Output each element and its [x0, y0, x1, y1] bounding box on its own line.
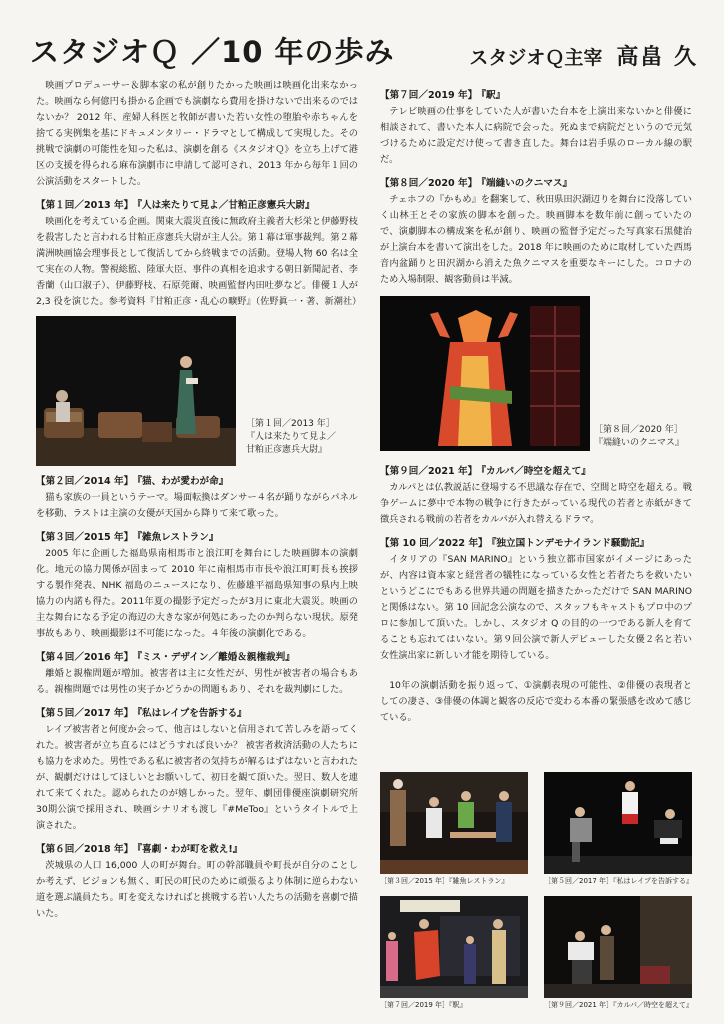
entry-meta: 【第８回／2020 年】	[380, 178, 478, 189]
entry-7	[380, 88, 692, 168]
entry-title: 『カルパ／時空を超えて』	[481, 466, 591, 477]
entry-title: 『ミス・デザイン／離婚＆親権裁判』	[137, 652, 295, 663]
photo-gallery	[380, 772, 692, 1016]
gallery-item-2019	[380, 896, 528, 1010]
entry-title: 『人は来たりて見よ／甘粕正彦憲兵大尉』	[137, 200, 315, 211]
entry-2	[36, 474, 358, 522]
entry-meta: 【第 10 回／2022 年】	[380, 538, 488, 549]
gallery-caption: ［第９回／2021 年］『カルパ／時空を超えて』	[544, 1001, 694, 1009]
entry-heading	[380, 176, 692, 192]
entry-meta: 【第３回／2015 年】	[36, 532, 134, 543]
intro-paragraph: 映画プロデューサー＆脚本家の私が創りたかった映画は映画化出来なかった。映画なら何億円も掛かる企画でも演劇なら費用を掛けないで出来るのではないか？ 2012 年、産婦人科医と牧師が書いた若い女性の堕胎や赤ちゃんを捨てる実例集を基にドキュメンタリー・ドラマとして構成して実現した。その挑戦で演劇の可能性を知った私は、演劇を創る《スタジオＱ》を立ち上げて港区の支援を得られる麻布演劇市に申請して認可され、2013 年から毎年１回の公演活動をスタートした。	[36, 80, 358, 187]
entry-10	[380, 536, 692, 664]
photo-block-1	[36, 316, 358, 466]
gallery-item-2015	[380, 772, 528, 886]
entry-title: 『雑魚レストラン』	[137, 532, 219, 543]
entry-heading	[36, 842, 358, 858]
entry-body: 2005 年に企画した福島県南相馬市と浪江町を舞台にした映画脚本の演劇化。地元の協力関係が固まって 2010 年に南相馬市市長や浪江町町長も挨拶する製作発表、NHK 福島のニュースになり、佐藤雄平福島県知事の県内上映協力の内諾も得た。2011年夏の撮影予定だったが3月に東北大震災。映画の主な舞台になる予定の海辺の大きな家が何処にあったのか判らない現状。原発事故もあり、映画撮影は不可能になった。４年後の演劇化である。	[36, 548, 358, 639]
gallery-item-2017	[544, 772, 692, 886]
entry-4	[36, 650, 358, 698]
entry-meta: 【第２回／2014 年】	[36, 476, 134, 487]
gallery-caption: ［第５回／2017 年］『私はレイプを告訴する』	[544, 877, 693, 885]
stage-photo-2013	[36, 316, 236, 466]
entry-meta: 【第５回／2017 年】	[36, 708, 134, 719]
entry-title: 『端縫いのクニマス』	[481, 178, 573, 189]
entry-8	[380, 176, 692, 288]
entry-meta: 【第７回／2019 年】	[380, 90, 478, 101]
gallery-caption: ［第３回／2015 年］『雑魚レストラン』	[380, 877, 509, 885]
entry-meta: 【第９回／2021 年】	[380, 466, 478, 477]
entry-body: 離婚と親権問題が増加。被害者は主に女性だが、男性が被害者の場合もある。親権問題では男性の実子かどうかの問題もあり、それを裁判劇にした。	[36, 668, 358, 695]
caption-line: 甘粕正彦憲兵大尉』	[246, 445, 328, 455]
entry-body: テレビ映画の仕事をしていた人が書いた台本を上演出来ないかと俳優に相談されて、書いた本人に病院で会った。死ぬまで病院だというので元気づけるために設定だけ使って書き直した。舞台は岩手県のローカル線の駅だ。	[380, 106, 692, 165]
entry-title: 『私はレイプを告訴する』	[137, 708, 247, 719]
entry-heading	[380, 464, 692, 480]
entry-meta: 【第６回／2018 年】	[36, 844, 134, 855]
entry-3	[36, 530, 358, 642]
closing-paragraph: 10年の演劇活動を振り返って、①演劇表現の可能性、②俳優の表現者としての凄さ、③俳優の体調と観客の反応で変わる本番の緊張感を改めて感じている。	[380, 680, 692, 723]
page-title: スタジオＱ ／10 年の歩み	[30, 35, 395, 69]
left-column	[36, 78, 362, 922]
stage-photo-2017	[544, 772, 692, 874]
stage-photo-2015	[380, 772, 528, 874]
entry-heading	[36, 530, 358, 546]
photo-caption-2020	[594, 424, 694, 450]
entry-5	[36, 706, 358, 834]
entry-title: 『喜劇・わが町を救え!』	[137, 844, 243, 855]
photo-block-8	[380, 296, 692, 456]
stage-photo-2021	[544, 896, 692, 998]
entry-heading	[36, 198, 358, 214]
entry-heading	[380, 88, 692, 104]
entry-body: チェホフの『かもめ』を翻案して、秋田県田沢湖辺りを舞台に没落していく山林王とその家族の脚本を創った。映画脚本を数年前に創っていたので、演劇脚本の構成案を私が創り、映画の監督予定だった写真家石黒健治が上演台本を書いて演出をした。2018 年に映画のために取材していた西馬音内盆踊りと田沢湖から消えた魚クニマスを重要なキーにした。コロナのため入場制限、観客動員は半減。	[380, 194, 692, 285]
entry-heading	[36, 650, 358, 666]
entry-1	[36, 198, 362, 310]
entry-title: 『猫、わが愛わが命』	[137, 476, 229, 487]
entry-body: 猫も家族の一員というテーマ。場面転換はダンサー４名が踊りながらパネルを移動、ラストは主演の女優が天国から降りて来て歌った。	[36, 492, 358, 519]
entry-body: 茨城県の人口 16,000 人の町が舞台。町の幹部職員や町長が自分のことしか考えず、ビジョンも無く、町民の町民のために頑張るより体制に逆らわない道を選ぶ議員たち。町を変えなければと挑戦する若い人たちの活動を喜劇で描いた。	[36, 860, 358, 919]
entry-9	[380, 464, 692, 528]
stage-photo-2020	[380, 296, 590, 451]
header	[30, 30, 698, 74]
entry-6	[36, 842, 358, 922]
author-role: スタジオＱ主宰	[469, 47, 603, 69]
entry-heading	[380, 536, 692, 552]
caption-line: ［第１回／2013 年］	[246, 419, 335, 429]
photo-caption-2013	[246, 418, 358, 457]
author-line	[469, 40, 698, 71]
gallery-caption: ［第７回／2019 年］『駅』	[380, 1001, 467, 1009]
caption-line: ［第８回／2020 年］	[594, 425, 683, 435]
caption-line: 『人は来たりて見よ／	[246, 432, 337, 442]
entry-body: イタリアの『SAN MARINO』という独立都市国家がイメージにあったが、内容は資本家と経営者の犠牲になっている女性と若者たちを救いたいというどこにでもある世界共通の問題を描きたかっただけで SAN MARINO と関係はない。第 10 回記念公演なので、スタッフもキャストもプロ中のプロに参加して頂いた。しかし、スタジオ Q の目的の一つである新人を育てることも忘れてはいない。第９回公演で新人デビューした女優２名と若い女性演出家に新しい才能を期待している。	[380, 554, 692, 661]
entry-body: カルパとは仏教説話に登場する不思議な存在で、空間と時空を超える。戦争ゲームに夢中で本物の戦争に行きたがっている現代の若者と赤紙がきて徴兵される戦前の若者をカルパが入れ替えるドラマ。	[380, 482, 692, 525]
entry-heading	[36, 474, 358, 490]
author-name: 高畠 久	[616, 45, 698, 70]
closing-block	[380, 678, 692, 726]
entry-body: 映画化を考えている企画。関東大震災直後に無政府主義者大杉栄と伊藤野枝を殺害したと言われる甘粕正彦憲兵大尉が主人公。第１幕は軍事裁判。第２幕満洲映画協会理事長として復活してから終戦までの活動。登場人物 60 名は全て実在の人物。警視総監、陸軍大臣、事件の真相を追求する朝日新聞記者、李香蘭（山口淑子）、伊藤野枝、石原莞爾、映画監督内田吐夢など。俳優１人が 2,3 役を演じた。参考資料『甘粕正彦・乱心の曠野』（佐野眞一・著、新潮社）	[36, 216, 362, 307]
caption-line: 『端縫いのクニマス』	[594, 438, 684, 448]
entry-body: レイプ被害者と何度か会って、他言はしないと信用されて苦しみを語ってくれた。被害者が立ち直るにはどうすれば良いか？ 被害者救済活動の人たちにも協力を求めた。男性である私に被害者の気持ちが解るはずはないと言われたが、観劇だけはしてほしいとお願いして、初日を観て頂いた。翌日、数人を連れて来てくれた。認められたのが嬉しかった。翌年、劇団俳優座演劇研究所30期公演で採用され、映画シナリオも渡し『#MeToo』というタイトルで上演された。	[36, 724, 358, 831]
stage-photo-2019	[380, 896, 528, 998]
entry-title: 『独立国トンデモナイランド騒動記』	[491, 538, 650, 549]
entry-heading	[36, 706, 358, 722]
gallery-item-2021	[544, 896, 692, 1010]
entry-meta: 【第４回／2016 年】	[36, 652, 134, 663]
entry-title: 『駅』	[481, 90, 506, 101]
right-column	[380, 88, 692, 726]
entry-meta: 【第１回／2013 年】	[36, 200, 134, 211]
